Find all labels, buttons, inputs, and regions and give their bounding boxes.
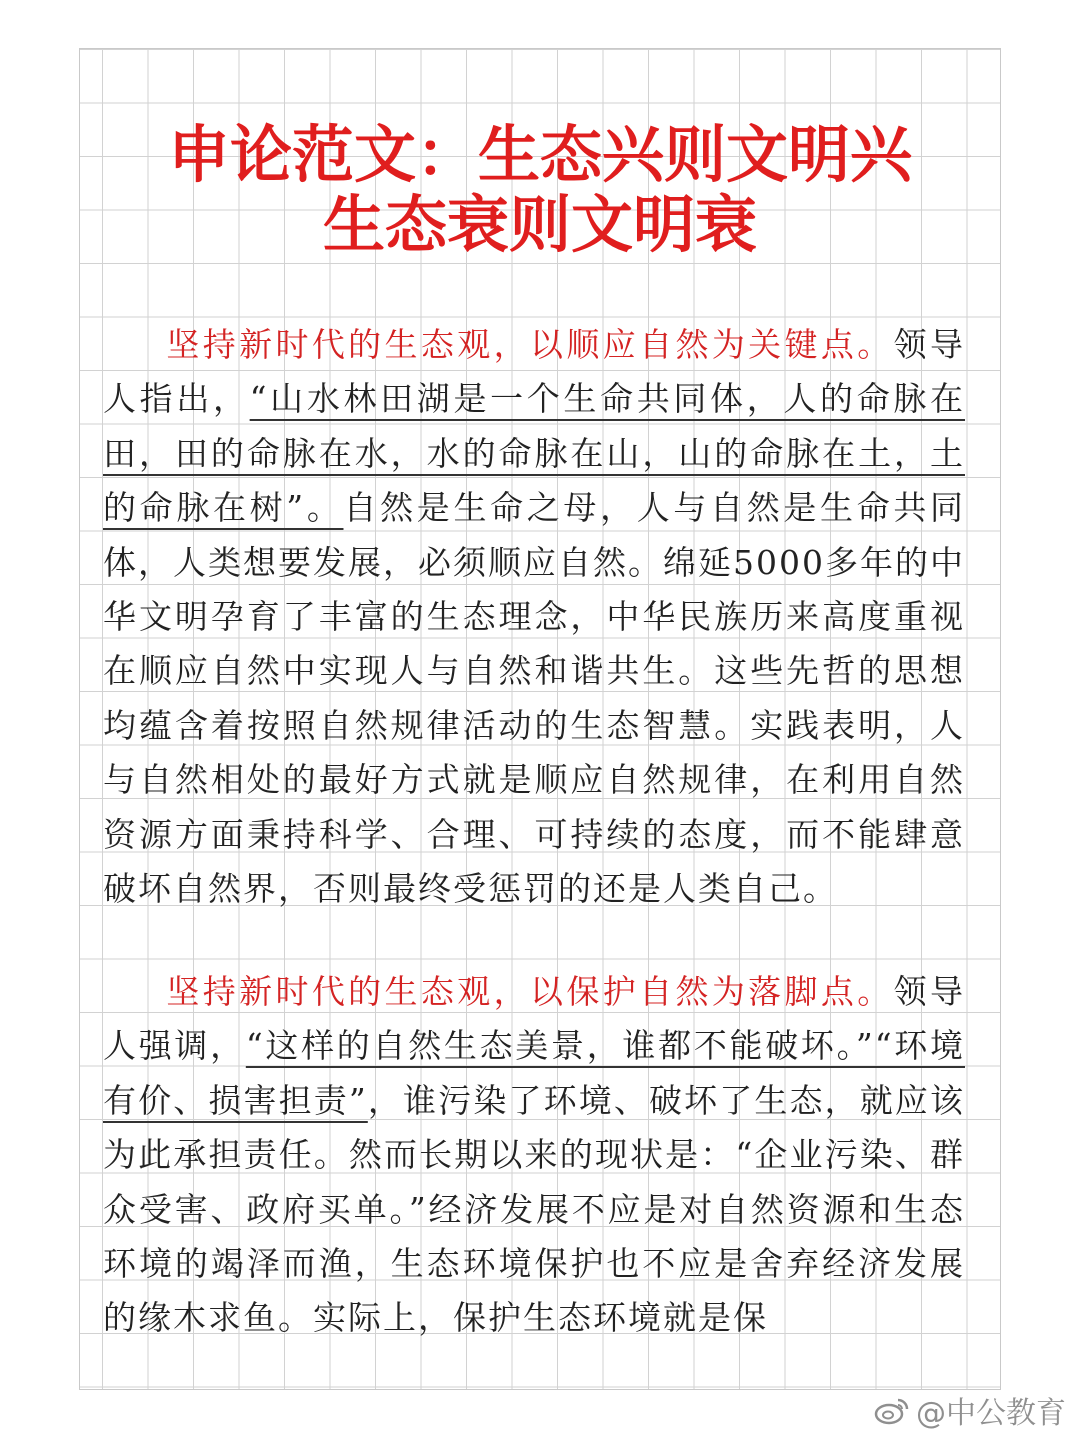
paragraph-2-quote: “这样的自然生态美景，谁都不能破坏。”“环境有价、损害担责” <box>103 1026 965 1120</box>
title-line-1: 申论范文：生态兴则文明兴 <box>167 118 912 191</box>
weibo-logo-icon <box>874 1395 910 1425</box>
title-line-2: 生态衰则文明衰 <box>322 188 757 261</box>
paragraph-1 <box>103 318 965 916</box>
paragraph-2-body: ，谁污染了环境、破坏了生态，就应该为此承担责任。然而长期以来的现状是：“企业污染、群众受害、政府买单。”经济发展不应是对自然资源和生态环境的竭泽而渔，生态环境保护也不应是舍弃经济发展的缘木求鱼。实际上，保护生态环境就是保 <box>103 1080 966 1338</box>
paragraph-1-lead: 坚持新时代的生态观，以顺应自然为关键点。 <box>165 325 894 364</box>
paragraph-1-intro: 领导人指出， <box>103 325 966 419</box>
paragraph-1-body: 自然是生命之母，人与自然是生命共同体，人类想要发展，必须顺应自然。绵延5000多年的中华文明孕育了丰富的生态理念，中华民族历来高度重视在顺应自然中实现人与自然和谐共生。这些先哲的思想均蕴含着按照自然规律活动的生态智慧。实践表明，人与自然相处的最好方式就是顺应自然规律，在利用自然资源方面秉持科学、合理、可持续的态度，而不能肆意破坏自然界，否则最终受惩罚的还是人类自己。 <box>103 488 966 909</box>
watermark-text: @中公教育 <box>916 1396 1066 1431</box>
paragraph-2-lead: 坚持新时代的生态观，以保护自然为落脚点。 <box>165 972 894 1011</box>
paragraph-2-intro: 领导人强调， <box>103 972 966 1066</box>
paragraph-2 <box>103 965 965 1346</box>
watermark <box>874 1388 1066 1432</box>
paragraph-1-quote: “山水林田湖是一个生命共同体，人的命脉在田，田的命脉在水，水的命脉在山，山的命脉在土，土的命脉在树”。 <box>103 379 966 528</box>
